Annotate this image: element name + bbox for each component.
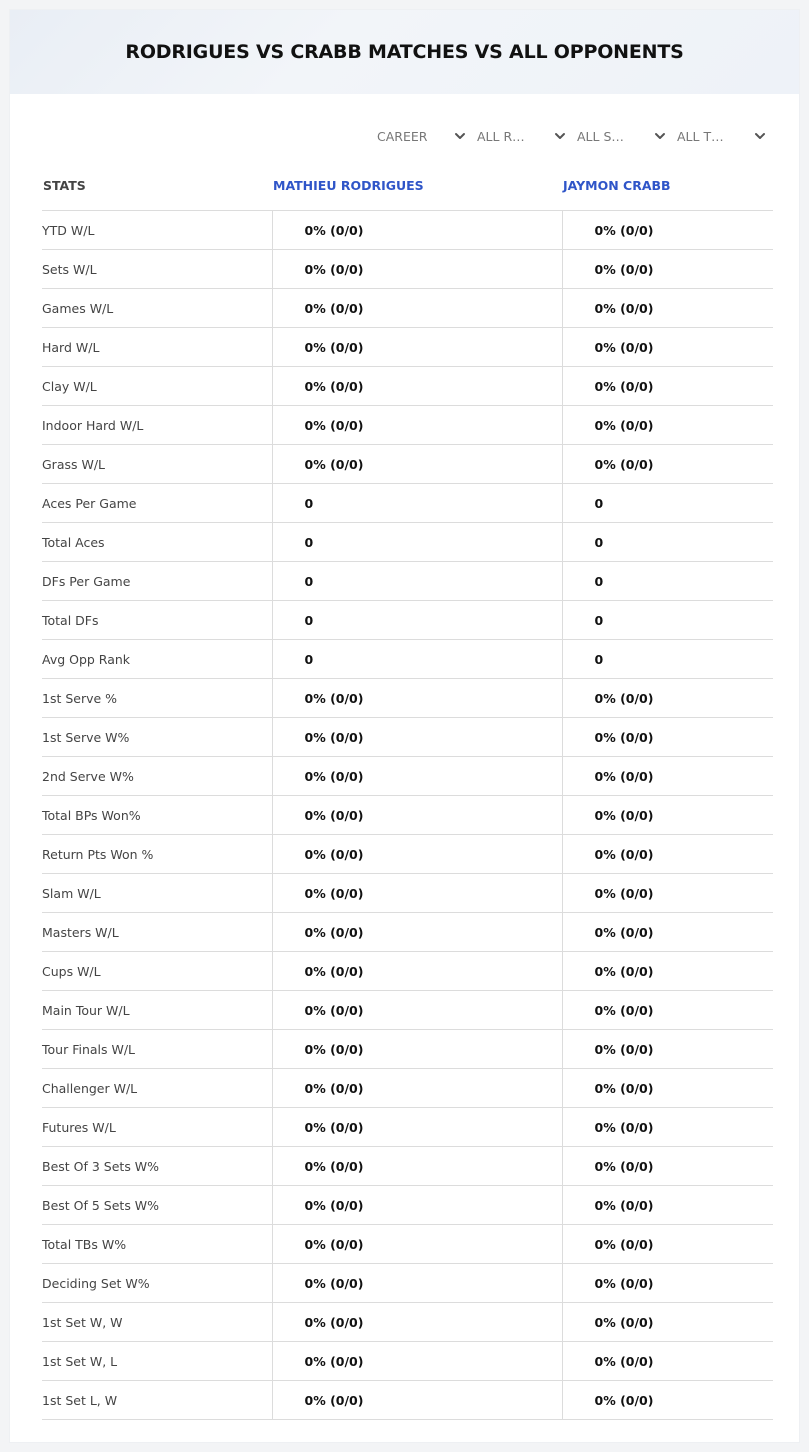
stat-name: Tour Finals W/L bbox=[42, 1030, 272, 1069]
filter-period[interactable] bbox=[367, 126, 467, 146]
player1-value: 0% (0/0) bbox=[272, 1030, 562, 1069]
player2-value: 0% (0/0) bbox=[562, 913, 773, 952]
table-row bbox=[42, 835, 773, 874]
table-row bbox=[42, 562, 773, 601]
player2-value: 0% (0/0) bbox=[562, 289, 773, 328]
table-row bbox=[42, 1108, 773, 1147]
table-row bbox=[42, 1030, 773, 1069]
stats-table bbox=[42, 160, 773, 1420]
player2-value: 0% (0/0) bbox=[562, 835, 773, 874]
player2-value: 0% (0/0) bbox=[562, 757, 773, 796]
stat-name: 1st Set W, L bbox=[42, 1342, 272, 1381]
stat-name: Aces Per Game bbox=[42, 484, 272, 523]
player1-value: 0 bbox=[272, 562, 562, 601]
player1-value: 0% (0/0) bbox=[272, 211, 562, 250]
player1-value: 0% (0/0) bbox=[272, 757, 562, 796]
stat-name: Cups W/L bbox=[42, 952, 272, 991]
player1-value: 0 bbox=[272, 484, 562, 523]
player2-value: 0% (0/0) bbox=[562, 1225, 773, 1264]
player1-value: 0% (0/0) bbox=[272, 1381, 562, 1420]
table-row bbox=[42, 328, 773, 367]
player2-value: 0% (0/0) bbox=[562, 211, 773, 250]
stat-name: Total Aces bbox=[42, 523, 272, 562]
table-row bbox=[42, 211, 773, 250]
player2-value: 0% (0/0) bbox=[562, 1108, 773, 1147]
stat-name: Total TBs W% bbox=[42, 1225, 272, 1264]
player2-value: 0% (0/0) bbox=[562, 796, 773, 835]
player1-value: 0% (0/0) bbox=[272, 406, 562, 445]
player1-value: 0% (0/0) bbox=[272, 679, 562, 718]
player2-value: 0 bbox=[562, 601, 773, 640]
table-row bbox=[42, 952, 773, 991]
player1-value: 0% (0/0) bbox=[272, 328, 562, 367]
player1-value: 0% (0/0) bbox=[272, 1303, 562, 1342]
card-header bbox=[10, 10, 799, 94]
stat-name: Challenger W/L bbox=[42, 1069, 272, 1108]
player1-value: 0% (0/0) bbox=[272, 1108, 562, 1147]
table-row bbox=[42, 874, 773, 913]
stats-column-header: STATS bbox=[42, 160, 272, 211]
table-row bbox=[42, 1264, 773, 1303]
player1-value: 0 bbox=[272, 601, 562, 640]
stat-name: 2nd Serve W% bbox=[42, 757, 272, 796]
player2-value: 0% (0/0) bbox=[562, 367, 773, 406]
player1-value: 0% (0/0) bbox=[272, 1342, 562, 1381]
chevron-down-icon bbox=[453, 129, 467, 143]
player2-column-header[interactable]: JAYMON CRABB bbox=[562, 160, 773, 211]
stat-name: Slam W/L bbox=[42, 874, 272, 913]
stat-name: Masters W/L bbox=[42, 913, 272, 952]
player1-value: 0% (0/0) bbox=[272, 796, 562, 835]
stat-name: Best Of 5 Sets W% bbox=[42, 1186, 272, 1225]
player2-value: 0% (0/0) bbox=[562, 250, 773, 289]
stat-name: Total DFs bbox=[42, 601, 272, 640]
player2-value: 0% (0/0) bbox=[562, 679, 773, 718]
player2-value: 0 bbox=[562, 484, 773, 523]
player2-value: 0% (0/0) bbox=[562, 1186, 773, 1225]
page-title: RODRIGUES VS CRABB MATCHES VS ALL OPPONENTS bbox=[125, 41, 684, 63]
player2-value: 0% (0/0) bbox=[562, 1264, 773, 1303]
table-row bbox=[42, 796, 773, 835]
table-row bbox=[42, 640, 773, 679]
stats-card bbox=[10, 10, 799, 1442]
table-row bbox=[42, 1225, 773, 1264]
table-row bbox=[42, 757, 773, 796]
player1-value: 0% (0/0) bbox=[272, 952, 562, 991]
player1-value: 0% (0/0) bbox=[272, 913, 562, 952]
player2-value: 0 bbox=[562, 562, 773, 601]
stat-name: Games W/L bbox=[42, 289, 272, 328]
player1-value: 0% (0/0) bbox=[272, 874, 562, 913]
stat-name: Hard W/L bbox=[42, 328, 272, 367]
stat-name: 1st Set W, W bbox=[42, 1303, 272, 1342]
player1-value: 0% (0/0) bbox=[272, 1069, 562, 1108]
stat-name: Deciding Set W% bbox=[42, 1264, 272, 1303]
player1-value: 0% (0/0) bbox=[272, 250, 562, 289]
stat-name: Return Pts Won % bbox=[42, 835, 272, 874]
stat-name: Sets W/L bbox=[42, 250, 272, 289]
filter-period-label: CAREER bbox=[377, 128, 428, 144]
player1-value: 0 bbox=[272, 523, 562, 562]
stat-name: 1st Serve % bbox=[42, 679, 272, 718]
table-row bbox=[42, 679, 773, 718]
stat-name: DFs Per Game bbox=[42, 562, 272, 601]
table-row bbox=[42, 406, 773, 445]
player2-value: 0% (0/0) bbox=[562, 406, 773, 445]
stat-name: Avg Opp Rank bbox=[42, 640, 272, 679]
player1-value: 0% (0/0) bbox=[272, 1186, 562, 1225]
player1-value: 0 bbox=[272, 640, 562, 679]
player2-value: 0% (0/0) bbox=[562, 445, 773, 484]
stat-name: Futures W/L bbox=[42, 1108, 272, 1147]
stat-name: 1st Set L, W bbox=[42, 1381, 272, 1420]
player1-value: 0% (0/0) bbox=[272, 289, 562, 328]
filter-surfaces-label: ALL S… bbox=[577, 128, 624, 144]
chevron-down-icon bbox=[553, 129, 567, 143]
stat-name: Indoor Hard W/L bbox=[42, 406, 272, 445]
player2-value: 0% (0/0) bbox=[562, 1342, 773, 1381]
table-row bbox=[42, 1342, 773, 1381]
table-row bbox=[42, 913, 773, 952]
table-row bbox=[42, 250, 773, 289]
table-row bbox=[42, 523, 773, 562]
chevron-down-icon bbox=[653, 129, 667, 143]
table-row bbox=[42, 1147, 773, 1186]
filter-tournaments-label: ALL T… bbox=[677, 128, 724, 144]
player1-value: 0% (0/0) bbox=[272, 718, 562, 757]
table-row bbox=[42, 445, 773, 484]
player1-value: 0% (0/0) bbox=[272, 445, 562, 484]
player1-value: 0% (0/0) bbox=[272, 991, 562, 1030]
filter-surfaces[interactable] bbox=[567, 126, 667, 146]
player2-value: 0% (0/0) bbox=[562, 874, 773, 913]
stat-name: Total BPs Won% bbox=[42, 796, 272, 835]
table-row bbox=[42, 1303, 773, 1342]
player1-value: 0% (0/0) bbox=[272, 1225, 562, 1264]
player2-value: 0 bbox=[562, 523, 773, 562]
filter-rounds[interactable] bbox=[467, 126, 567, 146]
table-row bbox=[42, 601, 773, 640]
table-row bbox=[42, 367, 773, 406]
player2-value: 0% (0/0) bbox=[562, 952, 773, 991]
player2-value: 0% (0/0) bbox=[562, 1147, 773, 1186]
filter-tournaments[interactable] bbox=[667, 126, 767, 146]
table-row bbox=[42, 484, 773, 523]
player1-value: 0% (0/0) bbox=[272, 835, 562, 874]
player1-value: 0% (0/0) bbox=[272, 1264, 562, 1303]
player2-value: 0 bbox=[562, 640, 773, 679]
player2-value: 0% (0/0) bbox=[562, 1381, 773, 1420]
player2-value: 0% (0/0) bbox=[562, 1069, 773, 1108]
table-row bbox=[42, 718, 773, 757]
table-row bbox=[42, 289, 773, 328]
stat-name: YTD W/L bbox=[42, 211, 272, 250]
player1-value: 0% (0/0) bbox=[272, 367, 562, 406]
filter-bar bbox=[367, 126, 767, 146]
stat-name: 1st Serve W% bbox=[42, 718, 272, 757]
table-row bbox=[42, 991, 773, 1030]
stat-name: Clay W/L bbox=[42, 367, 272, 406]
table-row bbox=[42, 1069, 773, 1108]
filter-rounds-label: ALL R… bbox=[477, 128, 525, 144]
stat-name: Grass W/L bbox=[42, 445, 272, 484]
player1-column-header[interactable]: MATHIEU RODRIGUES bbox=[272, 160, 562, 211]
player1-value: 0% (0/0) bbox=[272, 1147, 562, 1186]
player2-value: 0% (0/0) bbox=[562, 1303, 773, 1342]
stat-name: Best Of 3 Sets W% bbox=[42, 1147, 272, 1186]
chevron-down-icon bbox=[753, 129, 767, 143]
stat-name: Main Tour W/L bbox=[42, 991, 272, 1030]
table-header-row bbox=[42, 160, 773, 211]
player2-value: 0% (0/0) bbox=[562, 1030, 773, 1069]
player2-value: 0% (0/0) bbox=[562, 718, 773, 757]
player2-value: 0% (0/0) bbox=[562, 328, 773, 367]
table-row bbox=[42, 1186, 773, 1225]
table-row bbox=[42, 1381, 773, 1420]
player2-value: 0% (0/0) bbox=[562, 991, 773, 1030]
stats-table-body bbox=[42, 211, 773, 1420]
